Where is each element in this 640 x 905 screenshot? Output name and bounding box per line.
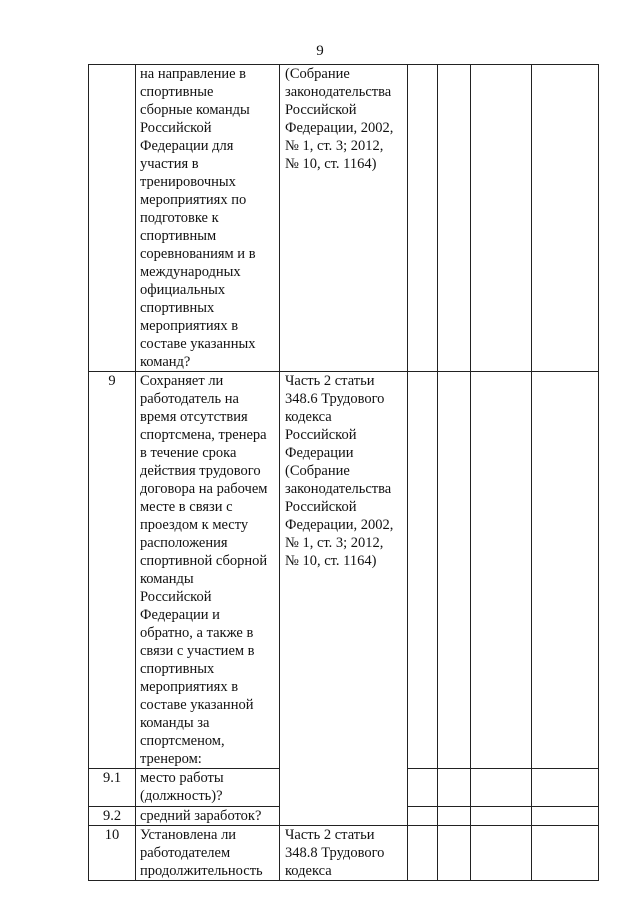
answer-yes-cell	[408, 769, 438, 807]
row-number	[89, 65, 136, 372]
note-cell	[532, 65, 599, 372]
table-row	[89, 807, 599, 826]
answer-no-cell	[438, 769, 471, 807]
answer-no-cell	[438, 65, 471, 372]
table-row	[89, 372, 599, 769]
row-number: 9.1	[89, 769, 136, 807]
answer-na-cell	[471, 826, 532, 881]
table-row	[89, 65, 599, 372]
answer-na-cell	[471, 807, 532, 826]
note-cell	[532, 372, 599, 769]
answer-yes-cell	[408, 826, 438, 881]
note-cell	[532, 807, 599, 826]
answer-yes-cell	[408, 372, 438, 769]
legal-source-cell: Часть 2 статьи 348.6 Трудового кодекса Российской Федерации (Собрание законодательства Российской Федерации, 2002, № 1, ст. 3; 2012, № 10, ст. 1164)	[280, 372, 408, 769]
answer-na-cell	[471, 769, 532, 807]
legal-source-cell: (Собрание законодательства Российской Федерации, 2002, № 1, ст. 3; 2012, № 10, ст. 1164)	[280, 65, 408, 372]
checklist-table	[88, 64, 599, 881]
answer-na-cell	[471, 372, 532, 769]
note-cell	[532, 769, 599, 807]
answer-no-cell	[438, 372, 471, 769]
legal-source-cell	[280, 807, 408, 826]
note-cell	[532, 826, 599, 881]
answer-no-cell	[438, 826, 471, 881]
row-number: 9	[89, 372, 136, 769]
row-number: 10	[89, 826, 136, 881]
answer-yes-cell	[408, 65, 438, 372]
answer-na-cell	[471, 65, 532, 372]
question-cell: на направление в спортивные сборные команды Российской Федерации для участия в тренировочных мероприятиях по подготовке к спортивным соревнованиям и в международных официальных спортивных мероприятиях в составе указанных команд?	[136, 65, 280, 372]
answer-no-cell	[438, 807, 471, 826]
legal-source-cell	[280, 769, 408, 807]
question-cell: средний заработок?	[136, 807, 280, 826]
table-row	[89, 769, 599, 807]
legal-source-cell: Часть 2 статьи 348.8 Трудового кодекса	[280, 826, 408, 881]
page-number: 9	[316, 43, 324, 59]
question-cell: Установлена ли работодателем продолжительность	[136, 826, 280, 881]
row-number: 9.2	[89, 807, 136, 826]
answer-yes-cell	[408, 807, 438, 826]
question-cell: место работы (должность)?	[136, 769, 280, 807]
table-row	[89, 826, 599, 881]
question-cell: Сохраняет ли работодатель на время отсутствия спортсмена, тренера в течение срока действия трудового договора на рабочем месте в связи с проездом к месту расположения спортивной сборной команды Российской Федерации и обратно, а также в связи с участием в спортивных мероприятиях в составе указанной команды за спортсменом, тренером:	[136, 372, 280, 769]
